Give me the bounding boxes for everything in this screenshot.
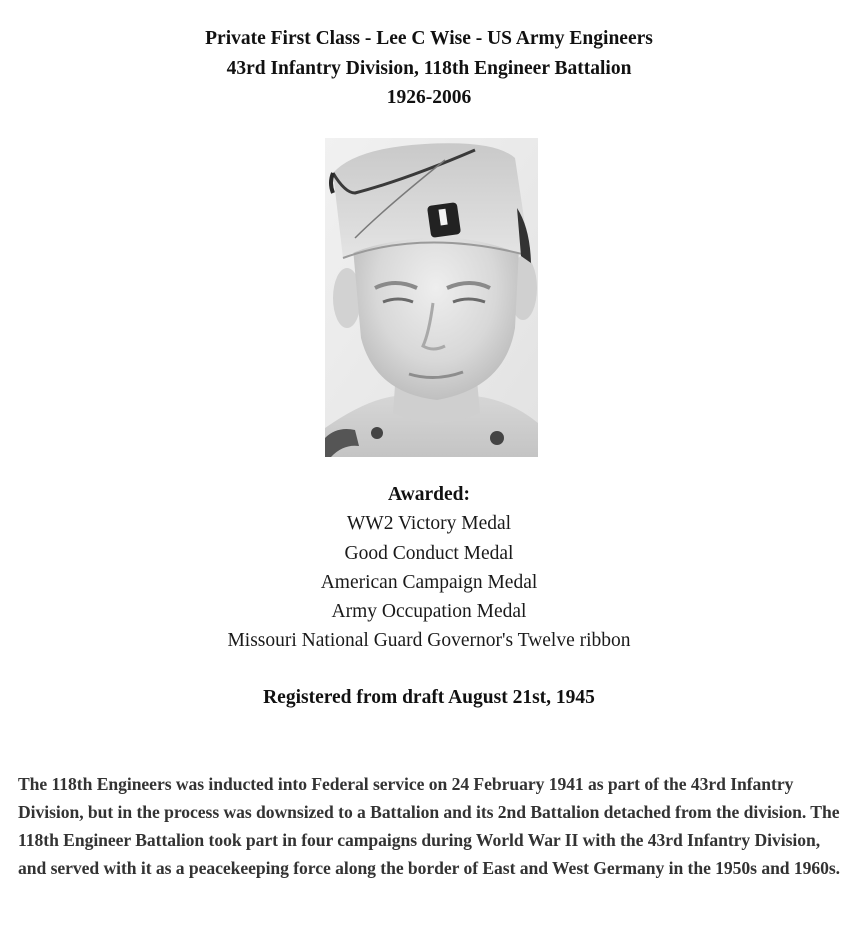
name-title: Private First Class - Lee C Wise - US Army Engineers (205, 28, 653, 49)
award-item: American Campaign Medal (320, 571, 538, 593)
awards-heading: Awarded: (388, 484, 470, 505)
awards-list (0, 480, 858, 656)
memorial-header (0, 24, 858, 113)
unit-history-paragraph: The 118th Engineers was inducted into Federal service on 24 February 1941 as part of the 43rd Infantry Division, but in the process was downsized to a Battalion and its 2nd Battalion detached from the division. The 118th Engineer Battalion took part in four campaigns during World War II with the 43rd Infantry Division, and served with it as a peacekeeping force along the border of East and West Germany in the 1950s and 1960s. (18, 774, 841, 878)
award-item: Good Conduct Medal (344, 542, 514, 564)
soldier-portrait (325, 138, 538, 457)
award-item: Army Occupation Medal (331, 601, 527, 623)
life-years: 1926-2006 (386, 87, 472, 108)
portrait-image (325, 138, 538, 457)
unit-title: 43rd Infantry Division, 118th Engineer Battalion (226, 57, 632, 79)
draft-registration: Registered from draft August 21st, 1945 (263, 687, 595, 708)
award-item: Missouri National Guard Governor's Twelve ribbon (227, 630, 631, 652)
award-item: WW2 Victory Medal (346, 513, 512, 535)
